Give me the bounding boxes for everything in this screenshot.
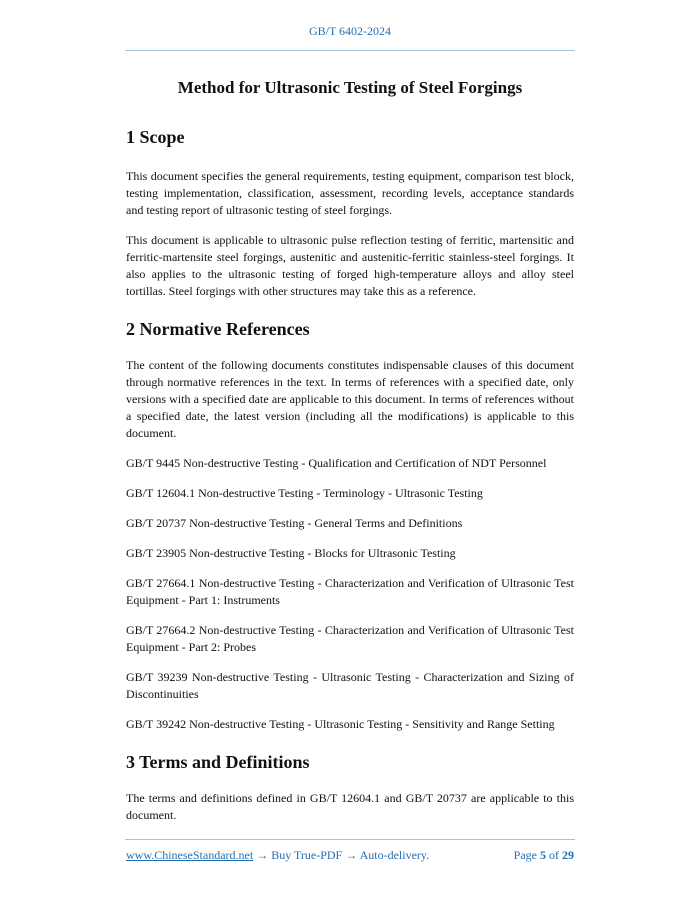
reference-item: GB/T 9445 Non-destructive Testing - Qualification and Certification of NDT Personnel bbox=[126, 456, 547, 470]
footer-promo bbox=[126, 848, 429, 863]
page-footer bbox=[126, 848, 574, 863]
reference-item: GB/T 27664.2 Non-destructive Testing - Characterization and Verification of Ultrasonic Test Equipment - Part 2: Probes bbox=[126, 623, 574, 654]
references-intro-paragraph: The content of the following documents constitutes indispensable clauses of this document through normative references in the text. In terms of references with a specified date, only versions with a specified date are applicable to this document. In terms of references without a specified date, the latest version (including all the modifications) is applicable to this document. bbox=[126, 358, 574, 440]
reference-item: GB/T 20737 Non-destructive Testing - General Terms and Definitions bbox=[126, 516, 463, 530]
page-label: Page bbox=[513, 848, 537, 862]
section-heading-normative-references: 2 Normative References bbox=[126, 319, 310, 339]
auto-delivery-text: Auto-delivery. bbox=[359, 848, 430, 862]
scope-paragraph: This document is applicable to ultrasonic pulse reflection testing of ferritic, martensitic and ferritic-martensite steel forgings, austenitic and austenitic-ferritic stainless-steel forgings. It also applies to the ultrasonic testing of forged high-temperature alloys and alloy steel tortillas. Steel forgings with other structures may take this as a reference. bbox=[126, 233, 574, 298]
section-heading-terms-definitions: 3 Terms and Definitions bbox=[126, 752, 310, 772]
reference-item: GB/T 39242 Non-destructive Testing - Ultrasonic Testing - Sensitivity and Range Setting bbox=[126, 717, 555, 731]
footer-rule bbox=[125, 839, 575, 840]
header-standard-code: GB/T 6402-2024 bbox=[308, 24, 392, 38]
of-label: of bbox=[549, 848, 559, 862]
reference-item: GB/T 12604.1 Non-destructive Testing - Terminology - Ultrasonic Testing bbox=[126, 486, 483, 500]
scope-paragraph: This document specifies the general requirements, testing equipment, comparison test block, testing implementation, classification, assessment, recording levels, acceptance standards and testing report of ultrasonic testing of steel forgings. bbox=[126, 169, 574, 217]
header-rule bbox=[125, 50, 575, 51]
page-number bbox=[514, 848, 574, 863]
document-body bbox=[126, 76, 574, 824]
document-title: Method for Ultrasonic Testing of Steel Forgings bbox=[177, 78, 523, 97]
current-page: 5 bbox=[540, 848, 546, 862]
terms-paragraph: The terms and definitions defined in GB/T 12604.1 and GB/T 20737 are applicable to this document. bbox=[126, 791, 574, 822]
reference-item: GB/T 23905 Non-destructive Testing - Blocks for Ultrasonic Testing bbox=[126, 546, 456, 560]
arrow-right-icon: → bbox=[256, 848, 269, 862]
arrow-right-icon: → bbox=[345, 848, 358, 862]
buy-true-pdf-text: Buy True-PDF bbox=[271, 848, 343, 862]
chinese-standard-link[interactable]: www.ChineseStandard.net bbox=[126, 848, 254, 862]
total-pages: 29 bbox=[562, 848, 574, 862]
reference-item: GB/T 39239 Non-destructive Testing - Ultrasonic Testing - Characterization and Sizing of Discontinuities bbox=[126, 670, 574, 701]
reference-item: GB/T 27664.1 Non-destructive Testing - Characterization and Verification of Ultrasonic Test Equipment - Part 1: Instruments bbox=[126, 576, 574, 607]
section-heading-scope: 1 Scope bbox=[126, 127, 185, 147]
